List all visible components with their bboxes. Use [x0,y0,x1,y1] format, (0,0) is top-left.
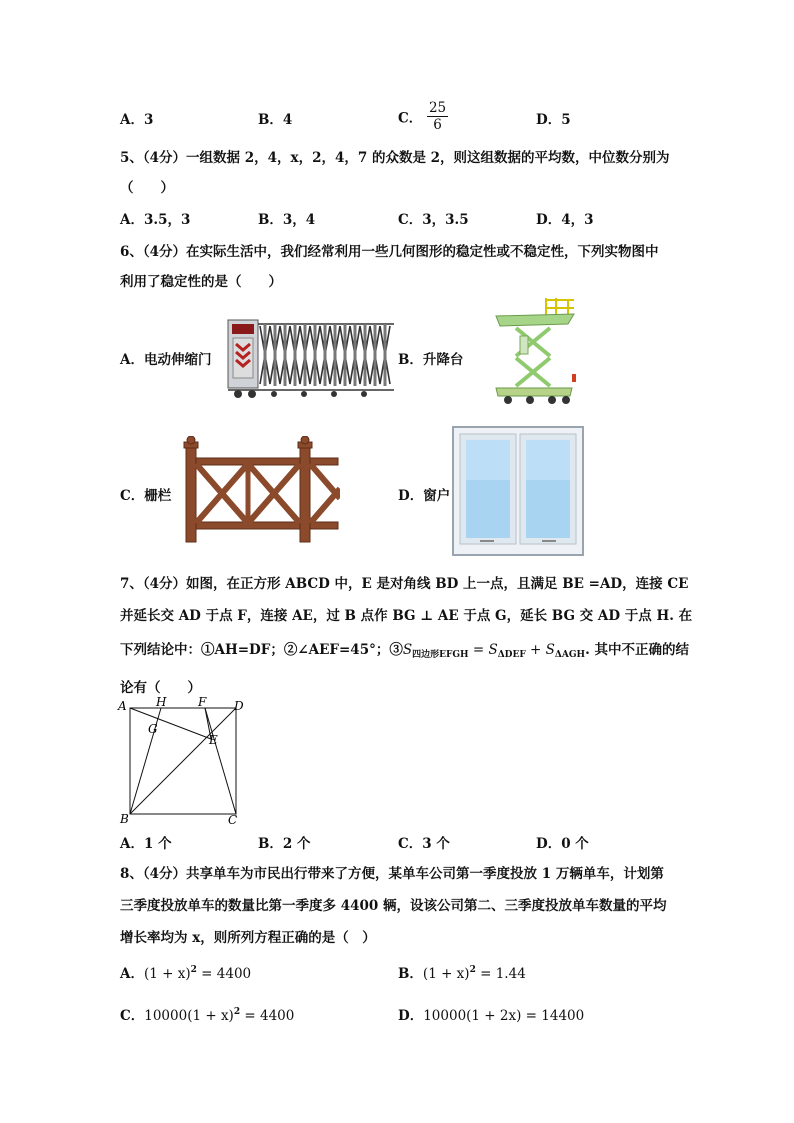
quadrilateral-subscript: 四边形EFGH [412,650,469,660]
retractable-gate-image [224,314,396,400]
q6-option-d: D．窗户 [398,488,451,504]
label-g: G [148,722,158,736]
window-image [452,426,584,556]
q4-option-b: B．4 [258,112,293,128]
q7-option-c: C．3 个 [398,836,450,852]
label-h: H [156,696,167,709]
segment-ae [130,708,211,739]
q8-option-b-label: B． [398,966,423,982]
exponent: 2 [233,1007,241,1017]
q7-conclusions: 下列结论中：①AH=DF；②∠AEF=45°；③ [120,642,403,658]
q8-option-d [398,1004,584,1024]
label-b: B [120,812,129,826]
q4-option-c [398,100,448,133]
exponent: 2 [190,965,197,975]
q8-line3: 增长率均为 x，则所列方程正确的是（ ） [120,930,376,946]
q6-option-b: B．升降台 [398,352,464,368]
square-geometry-figure [116,696,250,826]
q8-option-c-rhs: = 4400 [240,1008,295,1024]
q5-option-d: D．4，3 [536,212,594,228]
q8-option-b [398,962,526,982]
label-d: D [234,699,244,713]
q5-option-a: A．3.5，3 [120,212,191,228]
q4-option-c-fraction [427,100,448,133]
q8-option-d-label: D． [398,1008,424,1024]
q8-option-b-rhs: = 1.44 [475,966,526,982]
q5-stem: 5、（4分）一组数据 2，4，x，2，4，7 的众数是 2，则这组数据的平均数，中位数分别为 [120,150,670,166]
q8-option-c [120,1004,294,1024]
fence-image [180,436,340,548]
q8-option-c-label: C． [120,1008,145,1024]
label-a: A [118,699,127,713]
fraction-numerator: 25 [428,100,447,116]
q6-option-a: A．电动伸缩门 [120,352,212,368]
q6-stem-line1: 6、（4分）在实际生活中，我们经常利用一些几何图形的稳定性或不稳定性，下列实物图中 [120,244,659,260]
q7-option-a: A．1 个 [120,836,172,852]
q4-option-d: D．5 [536,112,571,128]
q7-line1: 7、（4分）如图，在正方形 ABCD 中，E 是对角线 BD 上一点，且满足 BE =AD，连接 CE [120,576,689,592]
label-c: C [228,813,238,826]
q7-line3-tail: . 其中不正确的结 [585,642,689,658]
plus-area-symbol: + S [525,642,555,658]
q8-option-a [120,962,251,982]
label-e: E [209,733,218,747]
q7-option-d: D．0 个 [536,836,589,852]
triangle-def-subscript: ΔDEF [497,650,526,660]
q7-line2: 并延长交 AD 于点 F，连接 AE，过 B 点作 BG ⊥ AE 于点 G，延长 BG 交 AD 于点 H. 在 [120,608,693,624]
q4-option-a: A．3 [120,112,154,128]
q7-line4: 论有（ ） [120,680,201,696]
q8-option-b-lhs: (1 + x) [422,966,470,982]
fraction-denominator: 6 [433,117,442,133]
q8-option-a-lhs: (1 + x) [143,966,191,982]
q7-line3 [120,638,689,660]
lift-platform-image [486,296,578,410]
q5-option-b: B．3，4 [258,212,316,228]
label-f: F [198,696,207,709]
q7-option-b: B．2 个 [258,836,311,852]
q8-option-a-label: A． [120,966,144,982]
q5-paren: （ ） [120,180,174,196]
triangle-agh-subscript: ΔAGH [554,650,586,660]
q5-option-c: C．3，3.5 [398,212,469,228]
q6-stem-line2: 利用了稳定性的是（ ） [120,274,282,290]
q8-option-a-rhs: = 4400 [196,966,252,982]
q8-option-c-lhs: 10000(1 + x) [144,1008,234,1024]
equals-area-symbol: = S [468,642,498,658]
q8-option-d-equation: 10000(1 + 2x) = 14400 [423,1008,585,1024]
q6-option-c: C．栅栏 [120,488,172,504]
exponent: 2 [469,965,476,975]
area-symbol: S [402,642,413,658]
q4-option-c-label: C． [398,110,423,127]
q8-line1: 8、（4分）共享单车为市民出行带来了方便，某单车公司第一季度投放 1 万辆单车，计划第 [120,866,664,882]
q8-line2: 三季度投放单车的数量比第一季度多 4400 辆，设该公司第二、三季度投放单车数量的平均 [120,898,667,914]
